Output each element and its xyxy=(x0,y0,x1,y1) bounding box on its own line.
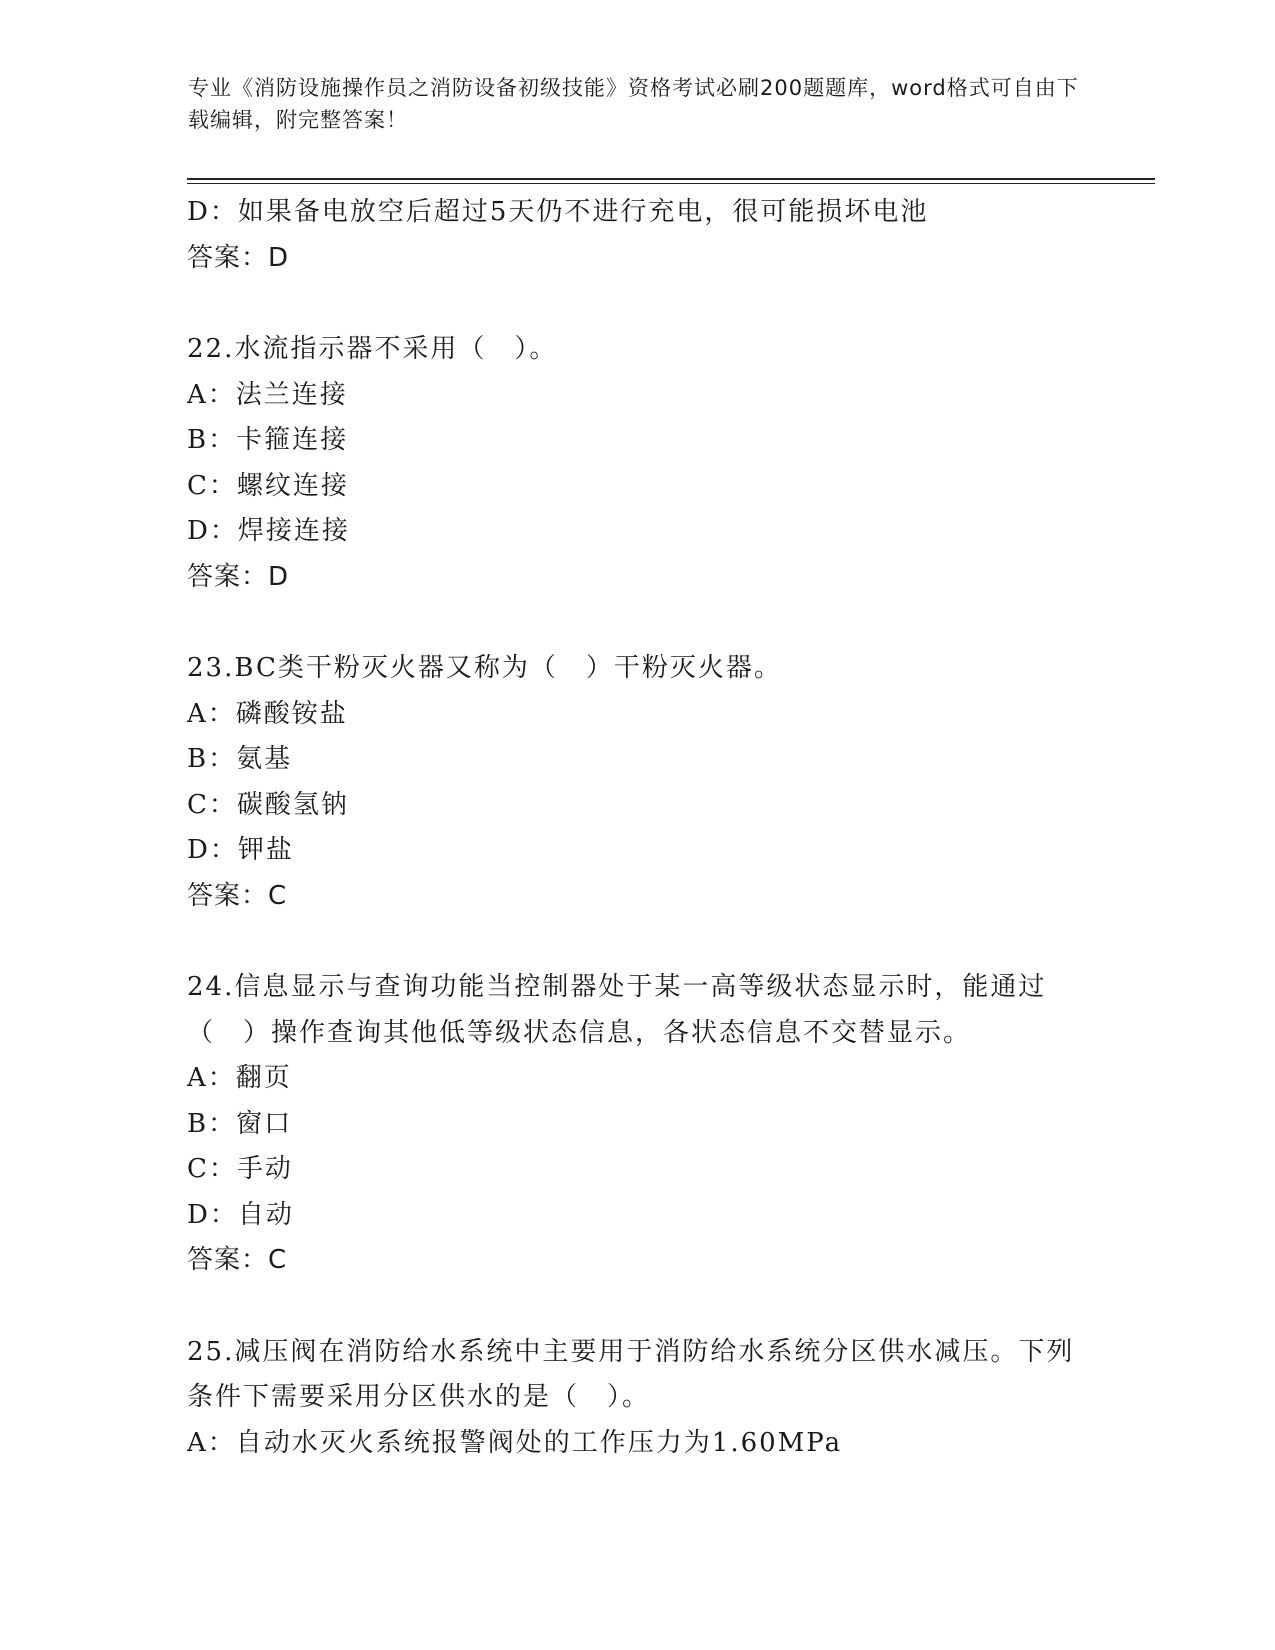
option-a: A：自动水灭火系统报警阀处的工作压力为1.60MPa xyxy=(187,1427,843,1458)
option-c: C：手动 xyxy=(187,1154,293,1184)
option-b: B：氨基 xyxy=(187,744,293,774)
question-23 xyxy=(187,646,1087,919)
question-25 xyxy=(187,1330,1087,1467)
question-stem: 25.减压阀在消防给水系统中主要用于消防给水系统分区供水减压。下列条件下需要采用分区供水的是（ ）。 xyxy=(187,1336,1075,1412)
header-divider-thick xyxy=(187,178,1155,180)
question-24 xyxy=(187,965,1087,1284)
page-header: 专业《消防设施操作员之消防设备初级技能》资格考试必刷200题题库，word格式可自由下载编辑，附完整答案！ xyxy=(188,76,1079,132)
answer: 答案：D xyxy=(187,242,290,273)
option-c: C：碳酸氢钠 xyxy=(187,789,349,820)
answer: 答案：C xyxy=(187,1245,288,1275)
option-c: C：螺纹连接 xyxy=(187,470,349,501)
question-22 xyxy=(187,327,1087,600)
question-stem: 22.水流指示器不采用（ ）。 xyxy=(187,334,558,364)
option-b: B：窗口 xyxy=(187,1108,293,1139)
option-a: A：翻页 xyxy=(187,1063,292,1093)
option-d: D：如果备电放空后超过5天仍不进行充电，很可能损坏电池 xyxy=(187,197,929,227)
option-d: D：焊接连接 xyxy=(187,516,350,546)
option-d: D：自动 xyxy=(187,1199,294,1230)
answer: 答案：C xyxy=(187,880,288,911)
question-stem: 24.信息显示与查询功能当控制器处于某一高等级状态显示时，能通过（ ）操作查询其他低等级状态信息，各状态信息不交替显示。 xyxy=(187,972,1047,1048)
option-b: B：卡箍连接 xyxy=(187,425,349,455)
option-d: D：钾盐 xyxy=(187,835,294,865)
question-stem: 23.BC类干粉灭火器又称为（ ）干粉灭火器。 xyxy=(187,653,782,683)
header-divider-thin xyxy=(187,183,1155,184)
option-a: A：法兰连接 xyxy=(187,379,348,410)
question-content xyxy=(187,190,1087,1466)
option-a: A：磷酸铵盐 xyxy=(187,698,348,729)
answer: 答案：D xyxy=(187,561,290,592)
